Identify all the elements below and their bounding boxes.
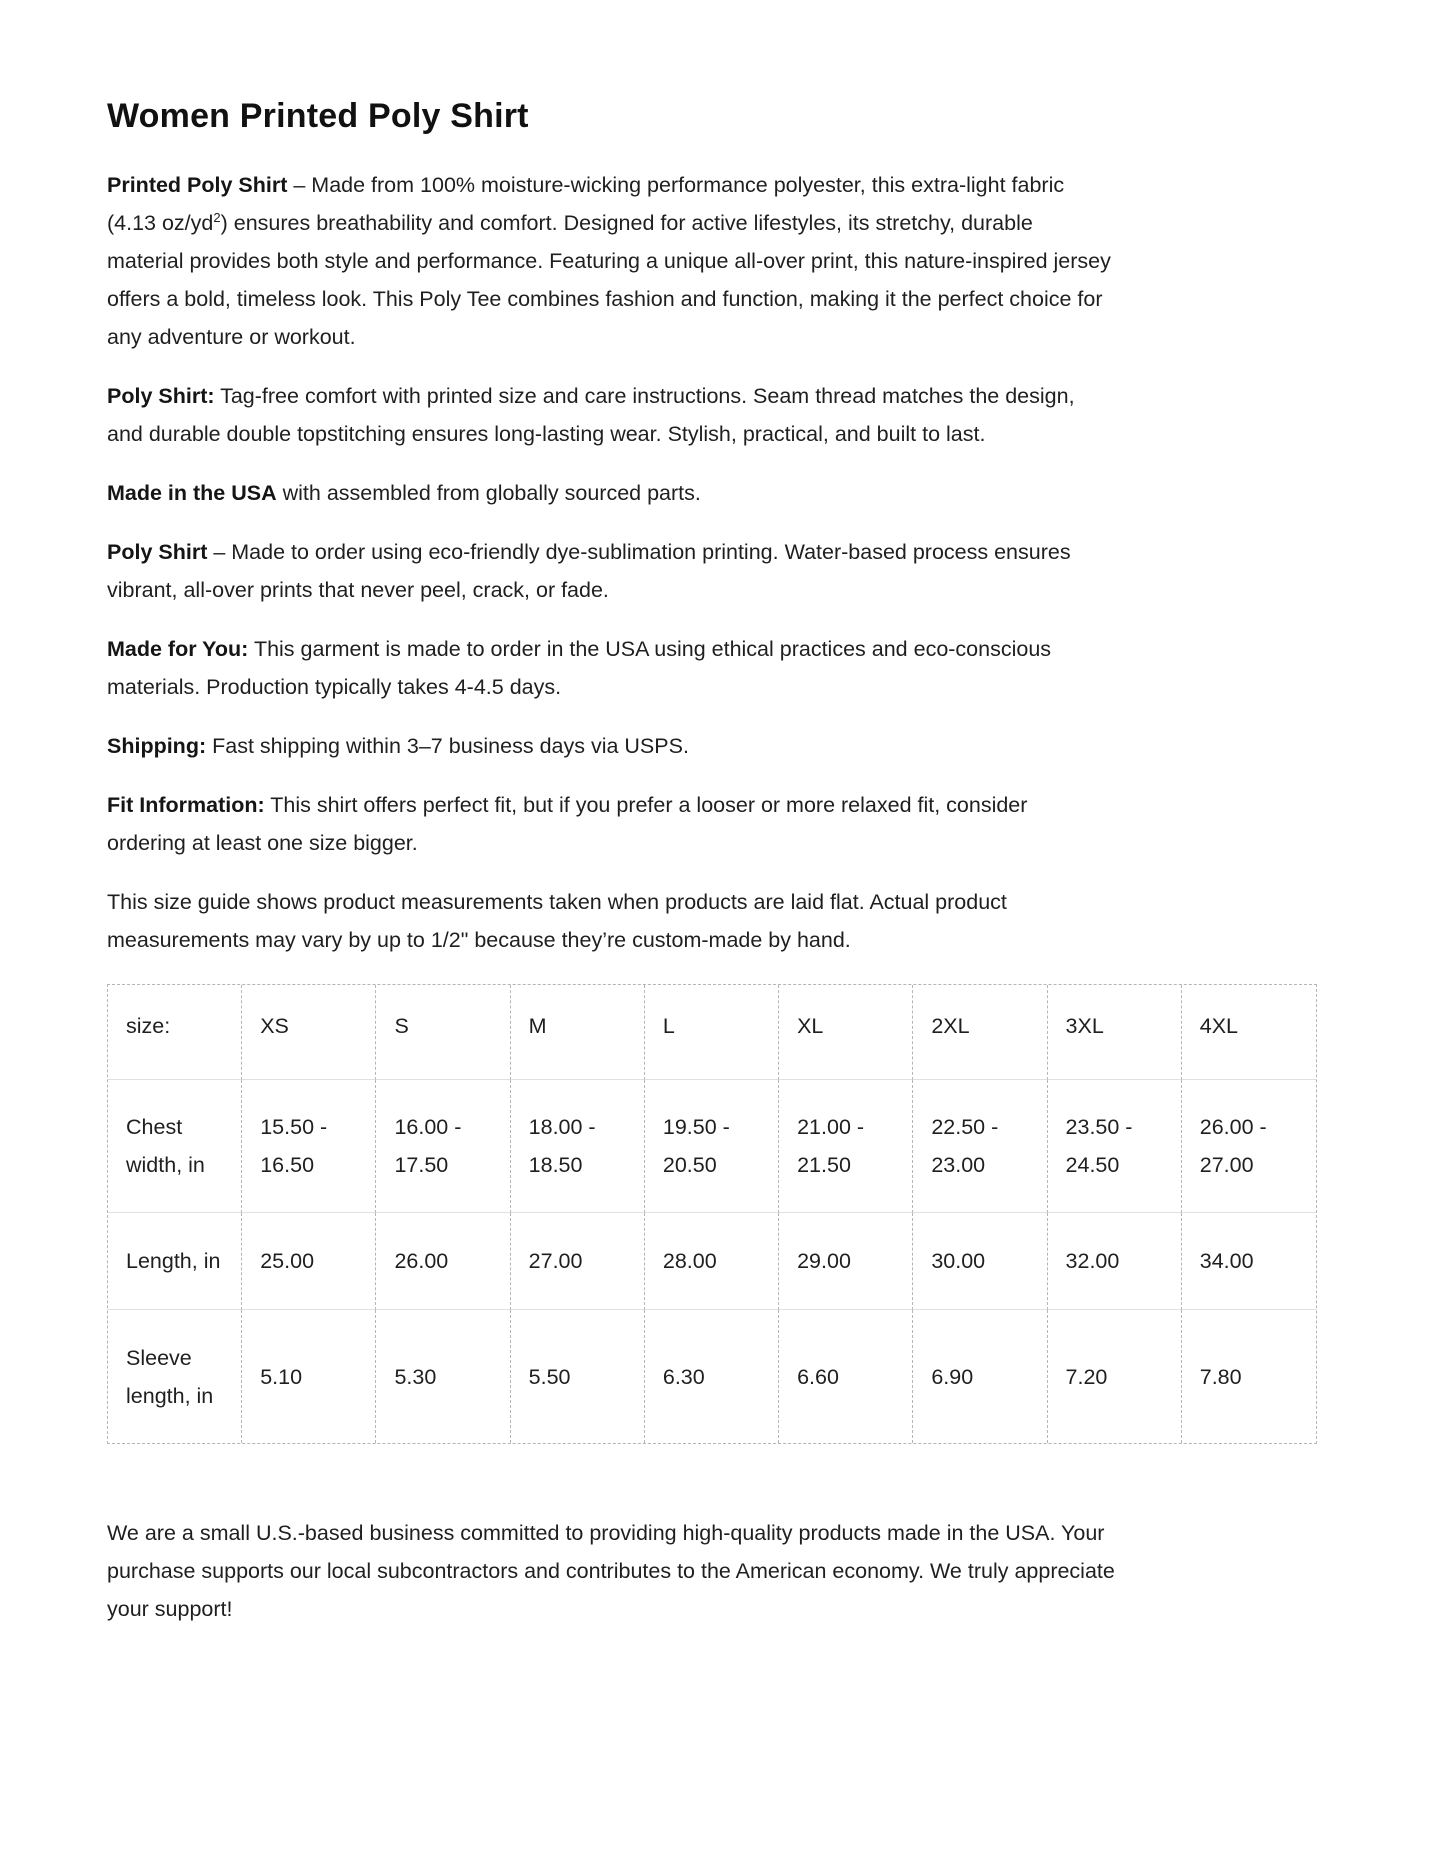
table-cell: 34.00 [1182,1213,1316,1310]
table-cell: 6.90 [913,1310,1047,1443]
size-table-header-cell: 3XL [1048,985,1182,1080]
intro-paragraph [107,166,1112,356]
table-cell: 25.00 [242,1213,376,1310]
size-table-header-cell: L [645,985,779,1080]
table-cell: 7.80 [1199,1364,1242,1389]
table-row-chest-width [108,1080,1316,1213]
construction-text: Tag-free comfort with printed size and care instructions. Seam thread matches the design, and durable double topstitching ensures long-lasting wear. Stylish, practical, and built to last. [107,384,1075,446]
printing-lead: Poly Shirt [107,540,208,564]
table-cell: 26.00 [376,1213,510,1310]
table-cell: 5.30 [376,1310,510,1443]
made-in-usa-text: with assembled from globally sourced parts. [276,481,701,505]
table-cell: 28.00 [645,1213,779,1310]
row-label-cell: Chest width, in [108,1080,242,1213]
fit-information-lead: Fit Information: [107,793,265,817]
shipping-lead: Shipping: [107,734,207,758]
row-label-cell: Length, in [108,1213,242,1310]
superscript-2: 2 [213,209,221,225]
closing-paragraph: We are a small U.S.-based business committed to providing high-quality products made in the USA. Your purchase supports our local subcontractors and contributes to the American economy. We truly appreciate your support! [107,1521,1115,1621]
table-cell: 5.50 [511,1310,645,1443]
size-table-header-cell: XS [242,985,376,1080]
made-for-you-text: This garment is made to order in the USA using ethical practices and eco-conscious materials. Production typically takes 4-4.5 days. [107,637,1052,699]
size-table-header-cell: 2XL [913,985,1047,1080]
construction-paragraph [107,377,1112,453]
table-cell: 32.00 [1048,1213,1182,1310]
construction-lead: Poly Shirt: [107,384,215,408]
printing-text: – Made to order using eco-friendly dye-sublimation printing. Water-based process ensures vibrant, all-over prints that never peel, crack, or fade. [107,540,1071,602]
intro-text-1: – Made from 100% moisture-wicking performance polyester, this extra-light fabric (4.13 oz/yd [107,173,1065,235]
made-in-usa-lead: Made in the USA [107,481,277,505]
size-table-header-cell: XL [779,985,913,1080]
printing-paragraph [107,533,1112,609]
table-cell: 29.00 [779,1213,913,1310]
size-table-header-row [108,985,1316,1080]
made-in-usa-paragraph [107,474,1112,512]
table-row-length [108,1213,1316,1310]
size-table-header-cell: 4XL [1182,985,1316,1080]
size-guide-table [107,984,1317,1444]
table-cell: 27.00 [511,1213,645,1310]
shipping-paragraph [107,727,1112,765]
fit-information-text: This shirt offers perfect fit, but if you prefer a looser or more relaxed fit, consider ordering at least one size bigger. [107,793,1028,855]
table-cell: 15.50 - 16.50 [242,1080,376,1213]
made-for-you-lead: Made for You: [107,637,249,661]
table-cell: 30.00 [913,1213,1047,1310]
intro-text-2: ) ensures breathability and comfort. Designed for active lifestyles, its stretchy, durable material provides both style and performance. Featuring a unique all-over print, this nature-inspired jersey offers a bold, timeless look. This Poly Tee combines fashion and function, making it the perfect choice for any adventure or workout. [107,211,1111,349]
size-guide-note-paragraph: This size guide shows product measurements taken when products are laid flat. Actual product measurements may vary by up to 1/2" because they’re custom-made by hand. [107,890,1007,952]
table-row-sleeve-length [108,1310,1316,1443]
fit-information-paragraph [107,786,1112,862]
page-title: Women Printed Poly Shirt [107,97,529,135]
table-cell: 23.50 - 24.50 [1048,1080,1182,1213]
size-table-header-cell: S [376,985,510,1080]
table-cell: 5.10 [242,1310,376,1443]
size-table-header-cell: M [511,985,645,1080]
table-cell: 21.00 - 21.50 [779,1080,913,1213]
table-cell: 19.50 - 20.50 [645,1080,779,1213]
table-cell: 6.30 [645,1310,779,1443]
made-for-you-paragraph [107,630,1112,706]
table-cell: 18.00 - 18.50 [511,1080,645,1213]
size-table-header-cell: size: [108,985,242,1080]
table-cell: 6.60 [779,1310,913,1443]
table-cell: 7.20 [1048,1310,1182,1443]
table-cell: 26.00 - 27.00 [1182,1080,1316,1213]
shipping-text: Fast shipping within 3–7 business days via USPS. [206,734,689,758]
table-cell: 16.00 - 17.50 [376,1080,510,1213]
intro-lead: Printed Poly Shirt [107,173,288,197]
row-label-cell: Sleeve length, in [108,1310,242,1443]
table-cell: 22.50 - 23.00 [913,1080,1047,1213]
